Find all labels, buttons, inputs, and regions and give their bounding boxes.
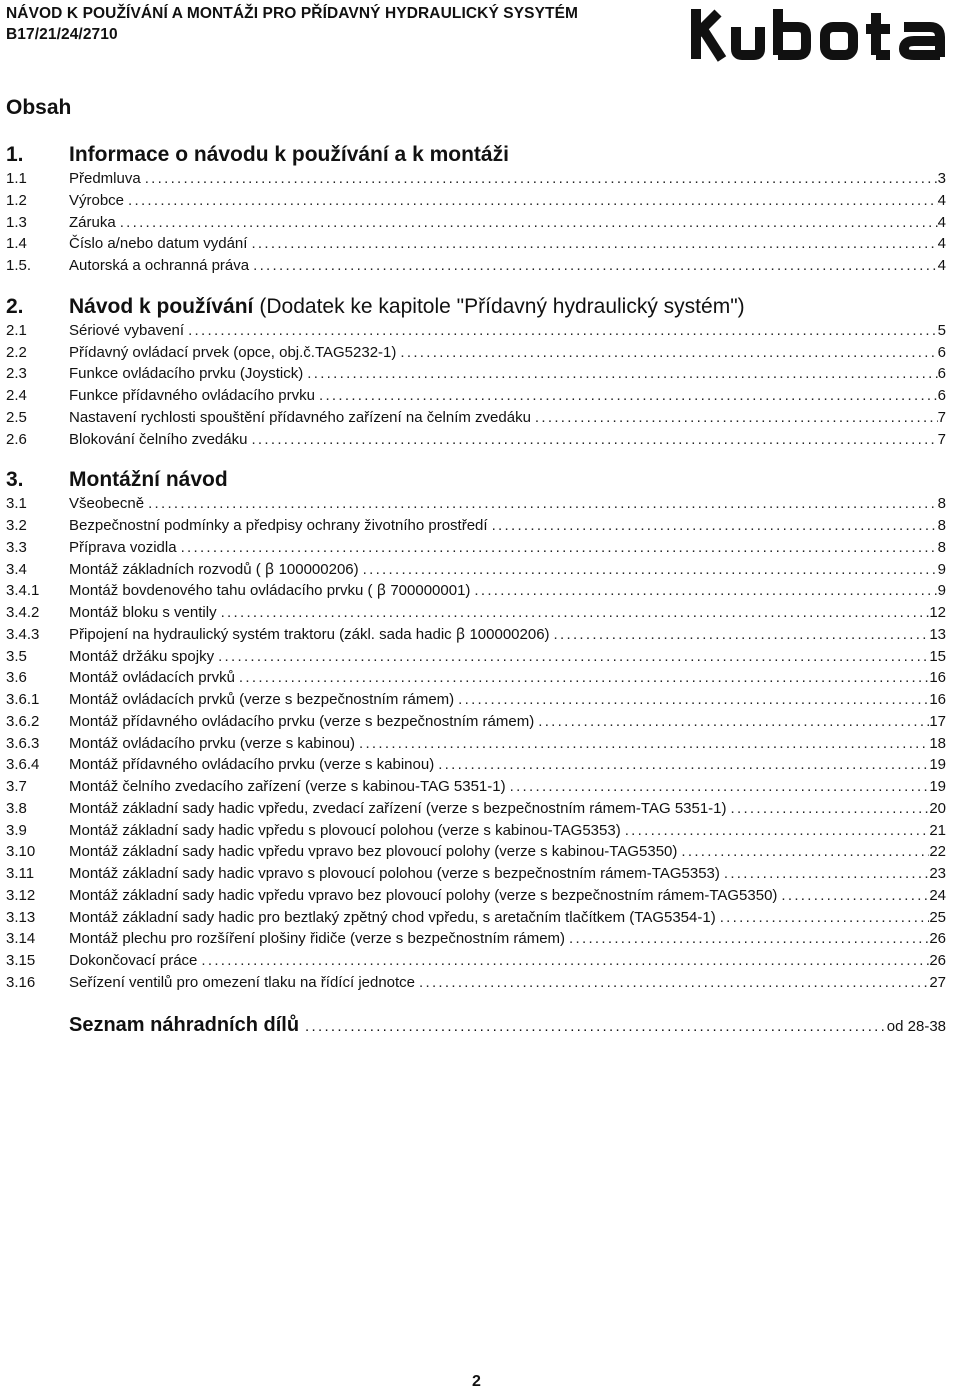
entry-number: 3.1 bbox=[6, 495, 27, 513]
leader-dots bbox=[474, 580, 937, 602]
leader-dots bbox=[569, 928, 929, 950]
section-heading: Návod k používání bbox=[69, 294, 254, 318]
spare-parts-entry[interactable] bbox=[69, 1014, 946, 1037]
leader-dots bbox=[681, 841, 929, 863]
leader-dots bbox=[724, 863, 929, 885]
toc-entry[interactable] bbox=[6, 515, 946, 537]
leader-dots bbox=[239, 667, 929, 689]
entry-page: 7 bbox=[937, 408, 946, 426]
entry-label: Montáž základní sady hadic vpředu vpravo bez plovoucí polohy (verze s kabinou-TAG5350) bbox=[69, 843, 678, 861]
entry-number: 3.8 bbox=[6, 799, 27, 817]
entry-page: 7 bbox=[937, 430, 946, 448]
entry-number: 3.4.2 bbox=[6, 604, 40, 621]
entry-label: Montáž základních rozvodů ( ꞵ 100000206) bbox=[69, 560, 359, 578]
toc-entry[interactable] bbox=[6, 798, 946, 820]
toc-entry[interactable] bbox=[6, 689, 946, 711]
entry-label: Montáž základní sady hadic vpředu, zvedací zařízení (verze s bezpečnostním rámem-TAG 5351-1) bbox=[69, 799, 727, 817]
entry-page: 16 bbox=[929, 669, 946, 687]
entry-page: 24 bbox=[929, 886, 946, 904]
toc-entry[interactable] bbox=[6, 363, 946, 385]
entry-page: 19 bbox=[929, 756, 946, 774]
toc-entry[interactable] bbox=[6, 537, 946, 559]
leader-dots bbox=[251, 233, 937, 255]
entry-label: Sériové vybavení bbox=[69, 321, 185, 339]
section-1-entries bbox=[6, 168, 946, 277]
entry-page: 13 bbox=[929, 625, 946, 643]
leader-dots bbox=[128, 190, 938, 212]
entry-number: 3.9 bbox=[6, 821, 27, 839]
leader-dots bbox=[538, 711, 929, 733]
entry-page: 16 bbox=[929, 691, 946, 708]
section-3-entries bbox=[6, 493, 946, 993]
leader-dots bbox=[120, 212, 938, 234]
entry-number: 3.6 bbox=[6, 669, 27, 687]
leader-dots bbox=[419, 972, 929, 994]
entry-page: 26 bbox=[929, 952, 946, 969]
entry-label: Záruka bbox=[69, 213, 116, 231]
leader-dots bbox=[400, 342, 937, 364]
entry-label: Montáž přídavného ovládacího prvku (verze s kabinou) bbox=[69, 756, 435, 774]
page-number: 2 bbox=[472, 1373, 481, 1390]
section-2-entries bbox=[6, 320, 946, 451]
entry-number: 3.3 bbox=[6, 538, 27, 556]
toc-entry[interactable] bbox=[6, 429, 946, 451]
toc-entry[interactable] bbox=[6, 624, 946, 646]
entry-number: 3.12 bbox=[6, 886, 36, 904]
leader-dots bbox=[554, 624, 930, 646]
toc-entry[interactable] bbox=[6, 950, 946, 972]
entry-number: 3.13 bbox=[6, 908, 36, 926]
entry-page: 9 bbox=[937, 582, 946, 600]
entry-label: Nastavení rychlosti spouštění přídavného zařízení na čelním zvedáku bbox=[69, 408, 531, 426]
entry-number: 3.2 bbox=[6, 517, 27, 534]
toc-entry[interactable] bbox=[6, 928, 946, 950]
section-number: 3. bbox=[6, 468, 24, 492]
entry-label: Montáž základní sady hadic vpředu s plovoucí polohou (verze s kabinou-TAG5353) bbox=[69, 821, 621, 839]
document-title: NÁVOD K POUŽÍVÁNÍ A MONTÁŽI PRO PŘÍDAVNÝ HYDRAULICKÝ SYSYTÉM bbox=[6, 5, 579, 22]
toc-entry[interactable] bbox=[6, 733, 946, 755]
spare-parts-label: Seznam náhradních dílů bbox=[69, 1014, 300, 1036]
entry-page: 17 bbox=[929, 712, 946, 730]
entry-label: Blokování čelního zvedáku bbox=[69, 430, 248, 448]
entry-number: 3.14 bbox=[6, 930, 36, 948]
entry-page: 23 bbox=[929, 865, 946, 882]
toc-entry[interactable] bbox=[6, 255, 946, 277]
leader-dots bbox=[201, 950, 929, 972]
toc-entry[interactable] bbox=[6, 972, 946, 994]
entry-label: Montáž bloku s ventily bbox=[69, 604, 217, 621]
entry-page: 6 bbox=[937, 343, 946, 361]
entry-number: 3.4.1 bbox=[6, 582, 40, 600]
section-subheading: (Dodatek ke kapitole "Přídavný hydraulický systém") bbox=[259, 294, 745, 318]
entry-label: Montáž základní sady hadic vpravo s plovoucí polohou (verze s bezpečnostním rámem-TAG5353) bbox=[69, 865, 720, 882]
leader-dots bbox=[188, 320, 938, 342]
toc-entry[interactable] bbox=[6, 320, 946, 342]
entry-label: Montáž bovdenového tahu ovládacího prvku ( ꞵ 700000001) bbox=[69, 582, 471, 600]
leader-dots bbox=[510, 776, 930, 798]
section-heading: Montážní návod bbox=[69, 468, 228, 492]
toc-entry[interactable] bbox=[6, 233, 946, 255]
kubota-logo bbox=[690, 5, 952, 63]
leader-dots bbox=[221, 602, 930, 624]
entry-label: Přídavný ovládací prvek (opce, obj.č.TAG5232-1) bbox=[69, 343, 397, 361]
entry-label: Seřízení ventilů pro omezení tlaku na řídící jednotce bbox=[69, 973, 416, 991]
page-header bbox=[6, 3, 956, 65]
leader-dots bbox=[438, 754, 929, 776]
entry-page: 5 bbox=[937, 321, 946, 339]
entry-page: 8 bbox=[937, 538, 946, 556]
toc-entry[interactable] bbox=[6, 580, 946, 602]
entry-label: Montáž ovládacích prvků bbox=[69, 669, 235, 687]
section-heading: Informace o návodu k používání a k montáži bbox=[69, 143, 509, 166]
entry-page: 22 bbox=[929, 843, 946, 861]
entry-number: 3.16 bbox=[6, 973, 36, 991]
entry-label: Připojení na hydraulický systém traktoru (zákl. sada hadic ꞵ 100000206) bbox=[69, 625, 550, 643]
leader-dots bbox=[363, 559, 938, 581]
section-2-title bbox=[6, 294, 946, 320]
entry-page: 25 bbox=[929, 908, 946, 926]
leader-dots bbox=[251, 429, 937, 451]
toc-entry[interactable] bbox=[6, 342, 946, 364]
entry-label: Montáž základní sady hadic vpředu vpravo bez plovoucí polohy (verze s bezpečnostním rámem-TAG5350) bbox=[69, 886, 778, 904]
leader-dots bbox=[181, 537, 938, 559]
entry-label: Výrobce bbox=[69, 191, 125, 209]
entry-label: Všeobecně bbox=[69, 495, 145, 513]
entry-number: 1.1 bbox=[6, 170, 27, 187]
toc-entry[interactable] bbox=[6, 559, 946, 581]
entry-label: Montáž ovládacích prvků (verze s bezpečnostním rámem) bbox=[69, 691, 455, 708]
leader-dots bbox=[492, 515, 938, 537]
leader-dots bbox=[148, 493, 938, 515]
entry-page: 9 bbox=[937, 560, 946, 578]
entry-number: 2.1 bbox=[6, 321, 27, 339]
entry-number: 3.5 bbox=[6, 647, 27, 665]
entry-number: 2.6 bbox=[6, 430, 27, 448]
toc-entry[interactable] bbox=[6, 776, 946, 798]
toc-entry[interactable] bbox=[6, 667, 946, 689]
toc-entry[interactable] bbox=[6, 863, 946, 885]
entry-label: Funkce přídavného ovládacího prvku bbox=[69, 387, 315, 404]
toc-entry[interactable] bbox=[6, 385, 946, 407]
entry-page: 6 bbox=[937, 365, 946, 383]
entry-number: 3.11 bbox=[6, 865, 35, 882]
table-of-contents bbox=[6, 142, 946, 994]
section-3-title bbox=[6, 467, 946, 493]
entry-number: 3.10 bbox=[6, 843, 36, 861]
toc-entry[interactable] bbox=[6, 602, 946, 624]
entry-page: 20 bbox=[929, 799, 946, 817]
entry-number: 2.4 bbox=[6, 387, 27, 404]
entry-page: 21 bbox=[929, 821, 946, 839]
leader-dots bbox=[731, 798, 930, 820]
leader-dots bbox=[145, 168, 938, 190]
section-1-title bbox=[6, 142, 946, 168]
entry-page: 4 bbox=[937, 257, 946, 274]
leader-dots bbox=[625, 820, 930, 842]
toc-entry[interactable] bbox=[6, 190, 946, 212]
leader-dots bbox=[458, 689, 929, 711]
model-numbers: B17/21/24/2710 bbox=[6, 26, 118, 43]
entry-page: 6 bbox=[937, 387, 946, 404]
toc-entry[interactable] bbox=[6, 168, 946, 190]
entry-label: Číslo a/nebo datum vydání bbox=[69, 235, 248, 253]
toc-entry[interactable] bbox=[6, 907, 946, 929]
leader-dots bbox=[535, 407, 938, 429]
entry-page: 19 bbox=[929, 778, 946, 795]
toc-entry[interactable] bbox=[6, 841, 946, 863]
entry-label: Dokončovací práce bbox=[69, 952, 198, 969]
entry-label: Montáž držáku spojky bbox=[69, 647, 215, 665]
entry-number: 2.3 bbox=[6, 365, 27, 383]
entry-number: 3.4 bbox=[6, 560, 27, 578]
entry-number: 1.4 bbox=[6, 235, 27, 253]
entry-page: 27 bbox=[929, 973, 946, 991]
section-number: 1. bbox=[6, 143, 24, 166]
entry-number: 1.2 bbox=[6, 191, 27, 209]
leader-dots bbox=[305, 1018, 887, 1035]
entry-label: Montáž čelního zvedacího zařízení (verze s kabinou-TAG 5351-1) bbox=[69, 778, 506, 795]
entry-label: Montáž plechu pro rozšíření plošiny řidiče (verze s bezpečnostním rámem) bbox=[69, 930, 566, 948]
entry-page: 4 bbox=[937, 191, 946, 209]
entry-page: 8 bbox=[937, 517, 946, 534]
entry-label: Příprava vozidla bbox=[69, 538, 177, 556]
entry-number: 3.6.1 bbox=[6, 691, 40, 708]
entry-number: 3.6.2 bbox=[6, 712, 40, 730]
entry-number: 2.2 bbox=[6, 343, 27, 361]
leader-dots bbox=[781, 885, 929, 907]
entry-label: Montáž přídavného ovládacího prvku (verze s bezpečnostním rámem) bbox=[69, 712, 535, 730]
leader-dots bbox=[359, 733, 929, 755]
leader-dots bbox=[253, 255, 938, 277]
entry-number: 1.5. bbox=[6, 257, 32, 274]
spare-parts-page: od 28-38 bbox=[886, 1018, 946, 1035]
entry-page: 26 bbox=[929, 930, 946, 948]
section-number: 2. bbox=[6, 294, 24, 318]
toc-entry[interactable] bbox=[6, 885, 946, 907]
entry-number: 3.4.3 bbox=[6, 625, 40, 643]
toc-entry[interactable] bbox=[6, 646, 946, 668]
toc-entry[interactable] bbox=[6, 754, 946, 776]
entry-page: 4 bbox=[937, 235, 946, 253]
leader-dots bbox=[720, 907, 930, 929]
toc-entry[interactable] bbox=[6, 711, 946, 733]
entry-label: Montáž základní sady hadic pro beztlaký zpětný chod vpředu, s aretačním tlačítkem (TAG5354-1) bbox=[69, 908, 716, 926]
entry-number: 2.5 bbox=[6, 408, 27, 426]
entry-number: 3.6.4 bbox=[6, 756, 40, 774]
entry-label: Bezpečnostní podmínky a předpisy ochrany životního prostředí bbox=[69, 517, 488, 534]
toc-entry[interactable] bbox=[6, 212, 946, 234]
entry-page: 18 bbox=[929, 734, 946, 752]
entry-label: Montáž ovládacího prvku (verze s kabinou) bbox=[69, 734, 355, 752]
toc-entry[interactable] bbox=[6, 820, 946, 842]
entry-number: 3.6.3 bbox=[6, 734, 40, 752]
leader-dots bbox=[319, 385, 938, 407]
leader-dots bbox=[307, 363, 937, 385]
toc-entry[interactable] bbox=[6, 407, 946, 429]
entry-page: 8 bbox=[937, 495, 946, 513]
entry-label: Autorská a ochranná práva bbox=[69, 257, 250, 274]
entry-number: 1.3 bbox=[6, 213, 27, 231]
entry-number: 3.7 bbox=[6, 778, 27, 795]
entry-number: 3.15 bbox=[6, 952, 36, 969]
entry-label: Předmluva bbox=[69, 170, 141, 187]
entry-page: 3 bbox=[937, 170, 946, 187]
entry-page: 4 bbox=[937, 213, 946, 231]
contents-heading: Obsah bbox=[6, 96, 72, 119]
leader-dots bbox=[218, 646, 929, 668]
entry-page: 12 bbox=[929, 604, 946, 621]
toc-entry[interactable] bbox=[6, 493, 946, 515]
entry-label: Funkce ovládacího prvku (Joystick) bbox=[69, 365, 304, 383]
entry-page: 15 bbox=[929, 647, 946, 665]
